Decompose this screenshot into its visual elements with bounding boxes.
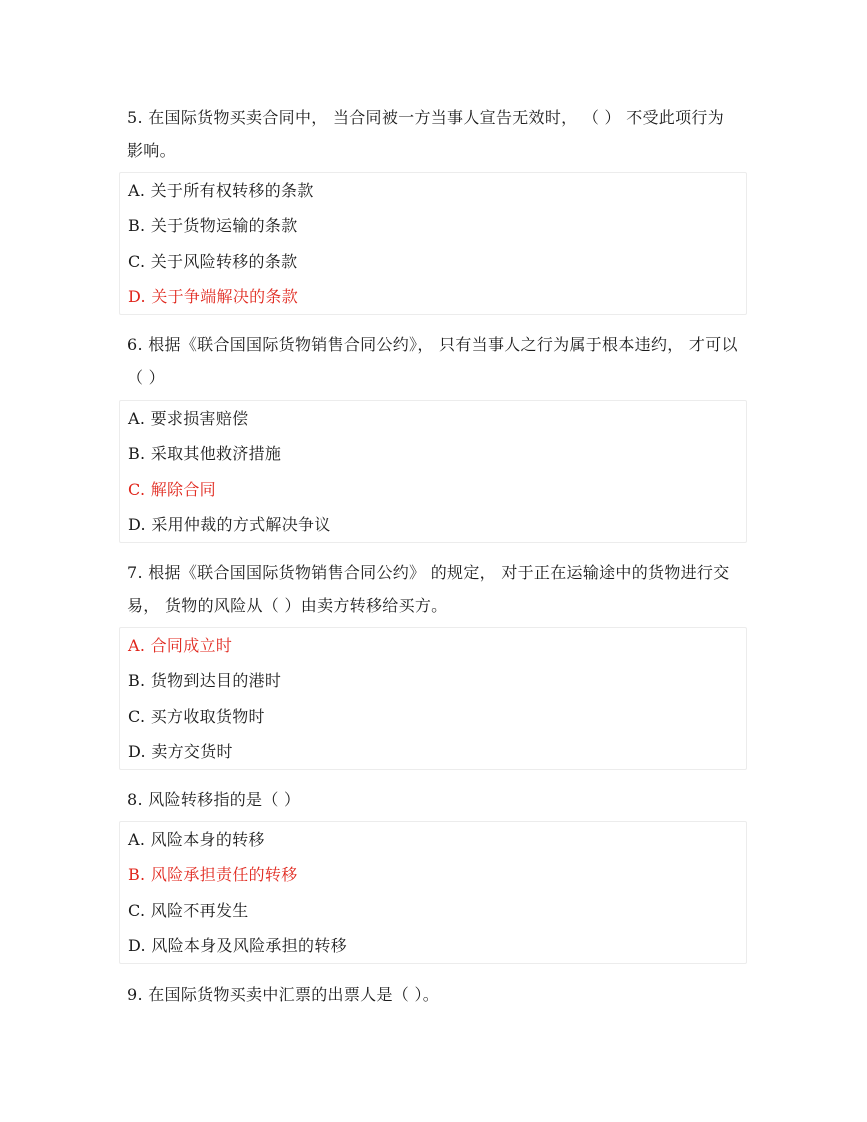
question-6-option-d: D. 采用仲裁的方式解决争议 bbox=[128, 514, 331, 534]
question-7-options bbox=[119, 627, 747, 770]
question-5-options bbox=[119, 172, 747, 315]
question-8-option-c: C. 风险不再发生 bbox=[128, 900, 249, 920]
question-5-option-a: A. 关于所有权转移的条款 bbox=[128, 181, 314, 200]
question-8-option-b: B. 风险承担责任的转移 bbox=[128, 865, 298, 885]
question-7-option-b: B. 货物到达目的港时 bbox=[128, 671, 282, 691]
question-5-option-c: C. 关于风险转移的条款 bbox=[128, 251, 298, 271]
question-8-option-a: A. 风险本身的转移 bbox=[128, 830, 265, 849]
question-8-options bbox=[119, 821, 747, 964]
question-7-option-d: D. 卖方交货时 bbox=[128, 741, 233, 761]
question-8-option-d: D. 风险本身及风险承担的转移 bbox=[128, 935, 347, 955]
question-5-text: 5. 在国际货物买卖合同中， 当合同被一方当事人宣告无效时， （ ） 不受此项行为影响。 bbox=[127, 108, 724, 160]
question-7-option-c: C. 买方收取货物时 bbox=[128, 706, 265, 726]
question-5-option-d: D. 关于争端解决的条款 bbox=[128, 286, 299, 306]
question-6-option-c: C. 解除合同 bbox=[128, 479, 216, 499]
question-5-option-b: B. 关于货物运输的条款 bbox=[128, 216, 298, 236]
question-6-option-a: A. 要求损害赔偿 bbox=[128, 409, 249, 428]
question-6-text: 6. 根据《联合国国际货物销售合同公约》， 只有当事人之行为属于根本违约， 才可以（ ） bbox=[127, 335, 738, 387]
question-6-options bbox=[119, 400, 747, 543]
question-8-text: 8. 风险转移指的是（ ） bbox=[127, 790, 301, 809]
question-7-option-a: A. 合同成立时 bbox=[128, 636, 233, 655]
question-7-text: 7. 根据《联合国国际货物销售合同公约》 的规定， 对于正在运输途中的货物进行交易， 货物的风险从（ ）由卖方转移给买方。 bbox=[127, 563, 730, 615]
question-6-option-b: B. 采取其他救济措施 bbox=[128, 444, 282, 464]
question-9-text: 9. 在国际货物买卖中汇票的出票人是（ ）。 bbox=[127, 985, 440, 1004]
